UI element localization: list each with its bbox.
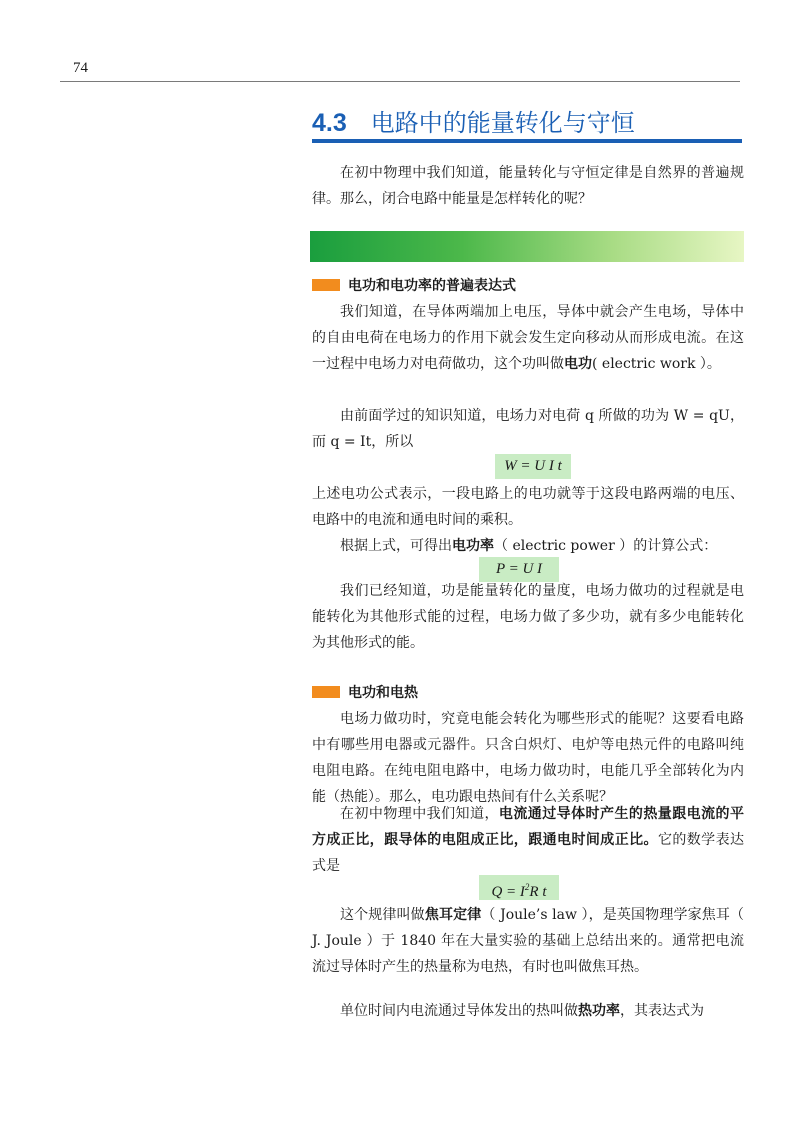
paragraph-pure-resistance: 电场力做功时，究竟电能会转化为哪些形式的能呢？这要看电路中有哪些用电器或元器件。只含白炽灯、电炉等电热元件的电路叫纯电阻电路。在纯电阻电路中，电场力做功时，电能几乎全部转化为内能（热能）。那么，电功跟电热间有什么关系呢？ bbox=[312, 711, 744, 805]
section-title: 电路中的能量转化与守恒 bbox=[370, 109, 635, 137]
section-number: 4.3 bbox=[312, 109, 347, 137]
formula-p-ui: P = U I bbox=[479, 557, 559, 582]
paragraph-joule-law bbox=[312, 902, 744, 980]
joule-law-statement: 电流通过导体时产生的热量跟电流的平方成正比，跟导体的电阻成正比，跟通电时间成正比。 bbox=[312, 806, 745, 848]
text: ，其表达式为 bbox=[620, 1003, 704, 1019]
header-rule bbox=[60, 81, 740, 82]
section-underline bbox=[312, 139, 742, 143]
paragraph-electric-work bbox=[312, 299, 744, 377]
paragraph-power-intro bbox=[312, 533, 744, 559]
text: 我们知道，在导体两端加上电压，导体中就会产生电场，导体中的自由电荷在电场力的作用下就会发生定向移动从而形成电流。在这一过程中电场力对电荷做功，这个功叫做 bbox=[312, 304, 744, 372]
paragraph-thermal-power bbox=[312, 998, 744, 1024]
text: （ electric power ）的计算公式： bbox=[494, 538, 718, 554]
formula-w-uit: W = U I t bbox=[495, 454, 571, 479]
text: 这个规律叫做 bbox=[340, 907, 425, 923]
text: 根据上式，可得出 bbox=[340, 538, 452, 554]
text: （ Joule’s law ），是英国物理学家焦耳（ J. Joule ）于 1840 年在大量实验的基础上总结出来的。通常把电流流过导体时产生的热量称为电热，有时也叫做焦耳热。 bbox=[312, 907, 744, 975]
term-electric-work: 电功 bbox=[564, 356, 592, 372]
section-heading bbox=[312, 103, 742, 138]
page-number: 74 bbox=[73, 60, 88, 76]
formula-exponent: 2 bbox=[524, 882, 530, 892]
formula-part: Q = I bbox=[491, 884, 525, 900]
text: 它的数学表达式是 bbox=[312, 832, 745, 874]
paragraph-energy-conversion: 我们已经知道，功是能量转化的量度，电场力做功的过程就是电能转化为其他形式能的过程，电场力做了多少功，就有多少电能转化为其他形式的能。 bbox=[312, 583, 744, 651]
orange-marker bbox=[312, 686, 340, 698]
orange-marker bbox=[312, 279, 340, 291]
intro-paragraph: 在初中物理中我们知道，能量转化与守恒定律是自然界的普遍规律。那么，闭合电路中能量是怎样转化的呢？ bbox=[312, 165, 744, 207]
paragraph-joule-statement bbox=[312, 801, 744, 879]
subheading-work-and-heat bbox=[312, 683, 418, 703]
paragraph-work-meaning: 上述电功公式表示，一段电路上的电功就等于这段电路两端的电压、电路中的电流和通电时间的乘积。 bbox=[312, 486, 744, 528]
subheading-text: 电功和电功率的普遍表达式 bbox=[348, 278, 516, 294]
formula-q-i2rt bbox=[479, 875, 559, 900]
term-joule-law: 焦耳定律 bbox=[424, 907, 482, 923]
text: ( electric work ）。 bbox=[592, 356, 721, 372]
text: 在初中物理中我们知道， bbox=[340, 806, 499, 822]
decorative-band bbox=[310, 231, 744, 262]
subheading-text: 电功和电热 bbox=[348, 685, 418, 701]
term-thermal-power: 热功率 bbox=[578, 1003, 620, 1019]
subheading-electric-work bbox=[312, 276, 516, 296]
term-electric-power: 电功率 bbox=[452, 538, 494, 554]
paragraph-work-formula-intro: 由前面学过的知识知道，电场力对电荷 q 所做的功为 W = qU，而 q = It，所以 bbox=[312, 408, 744, 450]
formula-part: R t bbox=[529, 884, 547, 900]
text: 单位时间内电流通过导体发出的热叫做 bbox=[340, 1003, 578, 1019]
